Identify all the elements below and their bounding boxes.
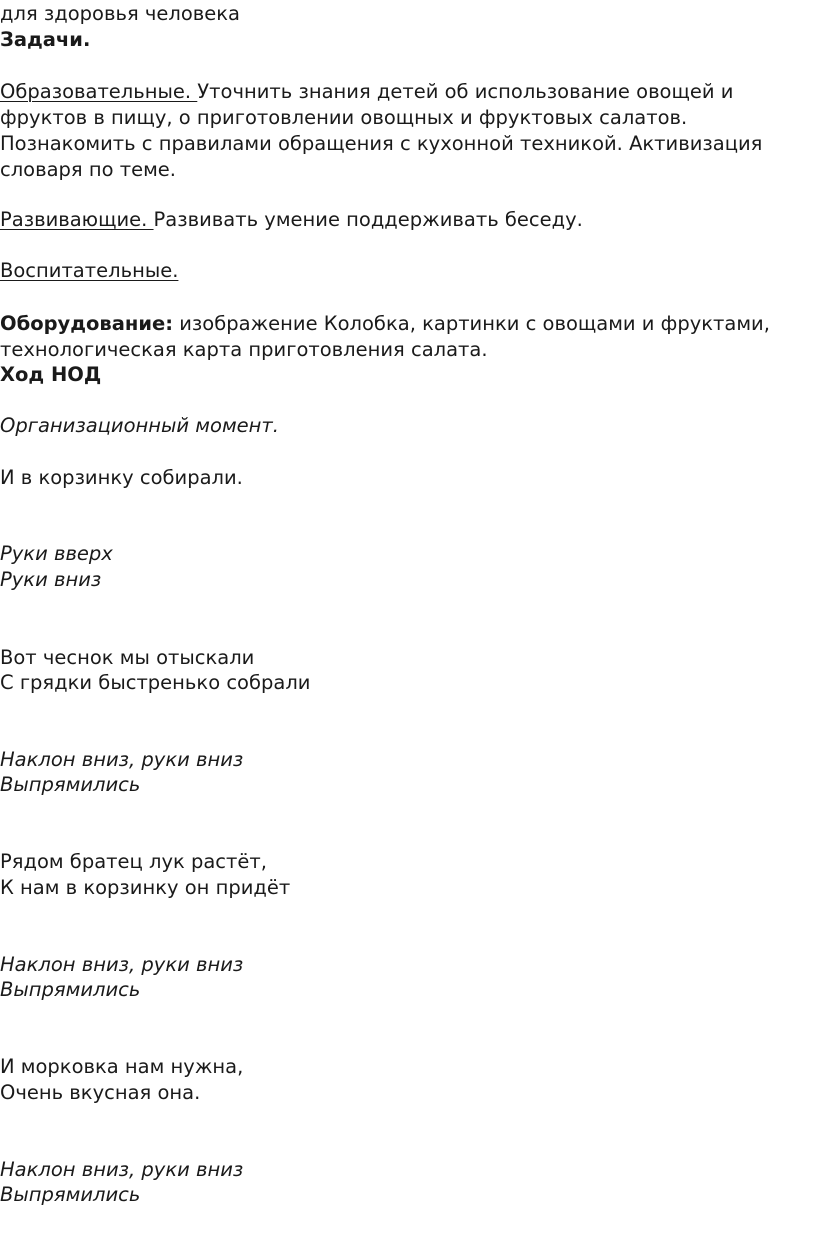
verse-1b: С грядки быстренько собрали xyxy=(0,671,311,694)
movement-2a: Наклон вниз, руки вниз xyxy=(0,748,244,771)
procedure-heading: Ход НОД xyxy=(0,363,102,386)
movement-2b: Выпрямились xyxy=(0,773,141,796)
educational-line-4: словаря по теме. xyxy=(0,158,177,181)
poem-intro: И в корзинку собирали. xyxy=(0,466,243,489)
verse-1a: Вот чеснок мы отыскали xyxy=(0,646,255,669)
movement-4a: Наклон вниз, руки вниз xyxy=(0,1158,244,1181)
movement-1b: Руки вниз xyxy=(0,568,102,591)
educational-line-1 xyxy=(0,79,733,105)
developmental-label: Развивающие. xyxy=(0,208,154,231)
movement-1a: Руки вверх xyxy=(0,542,113,565)
educational-line-2: фруктов в пищу, о приготовлении овощных и фруктовых салатов. xyxy=(0,106,688,129)
org-moment-heading: Организационный момент. xyxy=(0,414,279,437)
movement-3b: Выпрямились xyxy=(0,978,141,1001)
equipment-label: Оборудование: xyxy=(0,312,174,335)
movement-3a: Наклон вниз, руки вниз xyxy=(0,953,244,976)
verse-3a: И морковка нам нужна, xyxy=(0,1055,244,1078)
educational-label: Образовательные. xyxy=(0,80,198,103)
developmental-line xyxy=(0,207,583,233)
equipment-line-2: технологическая карта приготовления салата. xyxy=(0,338,488,361)
tasks-heading: Задачи. xyxy=(0,28,91,51)
verse-2b: К нам в корзинку он придёт xyxy=(0,876,291,899)
developmental-text: Развивать умение поддерживать беседу. xyxy=(153,208,583,231)
upbringing-line xyxy=(0,258,178,284)
educational-text-1: Уточнить знания детей об использование овощей и xyxy=(197,80,734,103)
intro-tail-text: для здоровья человека xyxy=(0,2,241,25)
verse-2a: Рядом братец лук растёт, xyxy=(0,850,267,873)
upbringing-label: Воспитательные. xyxy=(0,259,179,282)
educational-line-3: Познакомить с правилами обращения с кухонной техникой. Активизация xyxy=(0,132,763,155)
equipment-text-1: изображение Колобка, картинки с овощами и фруктами, xyxy=(173,312,770,335)
verse-3b: Очень вкусная она. xyxy=(0,1081,201,1104)
movement-4b: Выпрямились xyxy=(0,1183,141,1206)
equipment-line-1 xyxy=(0,311,770,337)
